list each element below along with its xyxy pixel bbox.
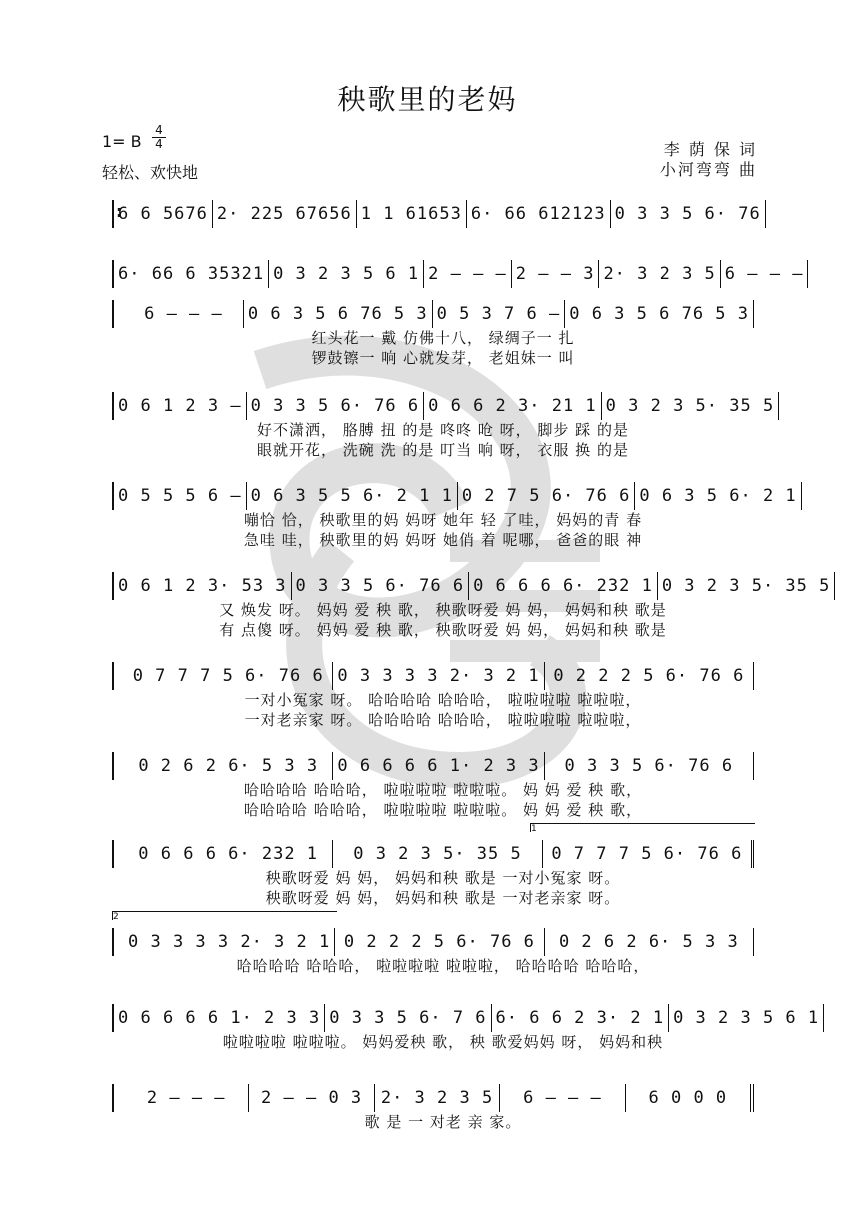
note-group: 0 2 2 2 5 6· 76 6: [343, 932, 535, 952]
lyric-text: 哈哈哈哈 哈哈哈， 啦啦啦啦 啦啦啦。 妈 妈 爱 秧 歌，: [243, 781, 643, 799]
score-system: [112, 392, 775, 459]
measure: [325, 1004, 491, 1032]
note-group: 0 6 6 6 6 1· 2 3 3: [337, 756, 540, 776]
note-group: 0 3 2 3 5 6 1: [273, 264, 420, 284]
volta-second-ending: 2: [112, 911, 337, 920]
lyric-line: [112, 710, 754, 730]
repeat-start-barline: [112, 200, 114, 228]
barline: [112, 1004, 114, 1032]
note-group: 0 3 2 3 5· 35 5: [661, 576, 831, 596]
lyric-text: 锣鼓镲一 响 心就发芽， 老姐妹一 叫: [311, 349, 575, 367]
note-group: 0 3 3 3 3 2· 3 2 1: [337, 666, 540, 686]
barline: [112, 752, 124, 780]
barline: [112, 572, 114, 600]
score-system: [112, 200, 761, 260]
measure: [545, 662, 754, 690]
measure: [492, 1004, 670, 1032]
score-system: [112, 662, 754, 729]
measure-row: [112, 392, 775, 420]
measure: [114, 572, 292, 600]
measure: [114, 482, 247, 510]
lyric-line: [112, 510, 754, 530]
note-group: 0 6 6 6 6 1· 2 3 3: [118, 1008, 321, 1028]
lyric-text: 一对小冤家 呀。 哈哈哈哈 哈哈哈， 啦啦啦啦 啦啦啦，: [244, 691, 642, 709]
note-group: 2 — — —: [428, 264, 507, 284]
score-system: [112, 928, 754, 988]
note-group: 0 3 2 3 5· 35 5: [605, 396, 775, 416]
note-group: 0 2 7 5 6· 76 6: [461, 486, 631, 506]
lyric-text: 啦啦啦啦 啦啦啦。 妈妈爱秧 歌， 秧 歌爱妈妈 呀， 妈妈和秧: [222, 1033, 664, 1051]
measure: [124, 1084, 249, 1112]
lyric-text: 哈哈哈哈 哈哈哈， 啦啦啦啦 啦啦啦。 妈 妈 爱 秧 歌，: [243, 801, 643, 819]
note-group: 2 — — 0 3: [261, 1088, 363, 1108]
measure: [611, 200, 766, 228]
note-group: 2· 225 67656: [216, 204, 352, 224]
score-system: [112, 752, 754, 819]
measure-row: [112, 928, 754, 956]
measure: [545, 928, 754, 956]
lyric-text: 又 焕发 呀。 妈妈 爱 秧 歌， 秧歌呀爱 妈 妈， 妈妈和秧 歌是: [219, 601, 667, 619]
score-system: [112, 1004, 820, 1064]
lyric-line: [112, 600, 754, 620]
measure-row: [112, 1084, 754, 1112]
measure: [458, 482, 636, 510]
measure: [247, 392, 425, 420]
measure-row: [112, 300, 754, 328]
measure: [658, 572, 836, 600]
note-group: 0 7 7 7 5 6· 76 6: [551, 844, 743, 864]
note-group: 0 6 3 5 6 76 5 3: [569, 304, 749, 324]
lyric-line: [112, 888, 754, 908]
note-group: 6· 6 6 2 3· 2 1: [495, 1008, 665, 1028]
note-group: 6 — — —: [523, 1088, 602, 1108]
measure: [124, 928, 335, 956]
measure: [124, 752, 333, 780]
note-group: 6 6 5676: [118, 204, 208, 224]
lyric-line: [112, 440, 754, 460]
note-group: 0 3 2 3 5· 35 5: [353, 844, 522, 864]
measure-row: [112, 752, 754, 780]
barline: [112, 662, 124, 690]
lyric-line: [112, 530, 754, 550]
note-group: 0 5 3 7 6 —: [436, 304, 561, 324]
measure: [249, 1084, 374, 1112]
measure: [333, 662, 544, 690]
note-group: 0 2 6 2 6· 5 3 3: [558, 932, 739, 952]
measure: [500, 1084, 625, 1112]
measure: [424, 392, 602, 420]
note-group: 0 6 1 2 3· 53 3: [118, 576, 287, 596]
measure: [599, 260, 720, 288]
note-group: 6 0 0 0: [648, 1088, 728, 1108]
measure: [244, 300, 433, 328]
lyric-text: 好不潇洒， 胳膊 扭 的是 咚咚 呛 呀， 脚步 踩 的是: [257, 421, 629, 439]
note-group: 6 — — —: [724, 264, 804, 284]
barline: [112, 300, 124, 328]
measure: [114, 200, 213, 228]
note-group: 0 2 6 2 6· 5 3 3: [138, 756, 319, 776]
note-group: 6· 66 6 35321: [118, 264, 265, 284]
measure-row: [112, 572, 831, 600]
lyric-text: 嘣恰 恰， 秧歌里的妈 妈呀 她年 轻 了哇， 妈妈的青 春: [243, 511, 643, 529]
measure-row: [112, 200, 761, 228]
measure: [545, 752, 754, 780]
measure: [433, 300, 566, 328]
measure: [114, 392, 247, 420]
lyric-line: [112, 800, 754, 820]
note-group: 0 6 3 5 6· 2 1: [639, 486, 797, 506]
score-system: [112, 1084, 754, 1144]
note-group: 0 3 3 5 6· 76: [614, 204, 761, 224]
meter-top: 4: [155, 123, 163, 137]
measure: [269, 260, 424, 288]
note-group: 0 6 6 6 6· 232 1: [138, 844, 319, 864]
lyric-text: 红头花一 戴 仿佛十八， 绿绸子一 扎: [311, 329, 575, 347]
lyricist-credit: 李 荫 保 词: [663, 140, 757, 159]
barline: [112, 482, 114, 510]
note-group: 0 3 2 3 5 6 1: [673, 1008, 820, 1028]
measure: [333, 752, 544, 780]
lyric-text: 秧歌呀爱 妈 妈， 妈妈和秧 歌是 一对小冤家 呀。: [265, 869, 621, 887]
volta-first-ending: 1: [530, 823, 755, 832]
measure-row: [112, 482, 797, 510]
lyric-text: 歌 是 一 对老 亲 家。: [364, 1113, 522, 1131]
score-system: [112, 482, 797, 549]
lyric-line: [112, 868, 754, 888]
barline: [112, 1084, 124, 1112]
measure: [669, 1004, 824, 1032]
note-group: 2 — — —: [146, 1088, 226, 1108]
key-signature: 1= B: [102, 132, 142, 151]
measure: [467, 200, 611, 228]
note-group: 0 5 5 5 6 —: [118, 486, 242, 506]
measure: [635, 482, 801, 510]
time-signature: [152, 124, 166, 151]
score-system: [112, 572, 831, 639]
measure: [124, 840, 333, 868]
tempo-marking: 轻松、欢快地: [102, 163, 199, 182]
note-group: 2 — — 3: [515, 264, 595, 284]
note-group: 0 3 3 5 6· 76 6: [564, 756, 734, 776]
measure: [565, 300, 754, 328]
meter-bottom: 4: [152, 137, 166, 151]
composer-credit: 小河弯弯 曲: [659, 160, 757, 179]
lyric-line: [112, 1032, 754, 1052]
lyric-text: 急哇 哇， 秧歌里的妈 妈呀 她俏 着 呢哪， 爸爸的眼 神: [243, 531, 643, 549]
lyric-line: [112, 420, 754, 440]
song-title: 秧歌里的老妈: [337, 83, 518, 116]
measure: [114, 260, 269, 288]
measure: [292, 572, 470, 600]
note-group: 2· 3 2 3 5: [380, 1088, 494, 1108]
note-group: 6 — — —: [144, 304, 223, 324]
note-group: 0 3 3 5 6· 7 6: [329, 1008, 487, 1028]
note-group: 0 6 3 5 6 76 5 3: [247, 304, 428, 324]
barline: [112, 260, 114, 288]
lyric-line: [112, 328, 754, 348]
lyric-line: [112, 348, 754, 368]
measure: [333, 840, 542, 868]
measure: [626, 1084, 754, 1112]
note-group: 0 6 6 6 6· 232 1: [473, 576, 653, 596]
lyric-text: 眼就开花， 洗碗 洗 的是 叮当 响 呀， 衣服 换 的是: [257, 441, 629, 459]
lyric-line: [112, 690, 754, 710]
barline: [112, 840, 124, 868]
measure: [124, 300, 244, 328]
score-system: [112, 840, 754, 907]
note-group: 0 2 2 2 5 6· 76 6: [553, 666, 745, 686]
lyric-line: [112, 1112, 754, 1132]
measure: [247, 482, 458, 510]
lyric-line: [112, 780, 754, 800]
note-group: 6· 66 612123: [470, 204, 606, 224]
measure: [512, 260, 600, 288]
measure: [335, 928, 544, 956]
measure: [375, 1084, 500, 1112]
lyric-text: 有 点傻 呀。 妈妈 爱 秧 歌， 秧歌呀爱 妈 妈， 妈妈和秧 歌是: [219, 621, 667, 639]
note-group: 0 6 3 5 5 6· 2 1 1: [250, 486, 453, 506]
measure-row: [112, 260, 804, 288]
measure-row: [112, 1004, 820, 1032]
credits: [660, 140, 757, 180]
measure: [721, 260, 809, 288]
score-system: [112, 300, 754, 367]
measure: [543, 840, 754, 868]
lyric-text: 秧歌呀爱 妈 妈， 妈妈和秧 歌是 一对老亲家 呀。: [265, 889, 621, 907]
note-group: 2· 3 2 3 5: [603, 264, 716, 284]
barline: [112, 928, 124, 956]
lyric-line: [112, 620, 754, 640]
measure: [124, 662, 333, 690]
note-group: 0 6 6 2 3· 21 1: [428, 396, 597, 416]
barline: [112, 392, 114, 420]
note-group: 0 3 3 3 3 2· 3 2 1: [128, 932, 331, 952]
measure: [357, 200, 467, 228]
note-group: 1 1 61653: [360, 204, 462, 224]
measure: [602, 392, 780, 420]
measure-row: [112, 662, 754, 690]
note-group: 0 6 1 2 3 —: [118, 396, 242, 416]
lyric-text: 哈哈哈哈 哈哈哈， 啦啦啦啦 啦啦啦， 哈哈哈哈 哈哈哈，: [236, 957, 650, 975]
lyric-line: [112, 956, 754, 976]
note-group: 0 7 7 7 5 6· 76 6: [132, 666, 324, 686]
lyric-text: 一对老亲家 呀。 哈哈哈哈 哈哈哈， 啦啦啦啦 啦啦啦，: [244, 711, 642, 729]
note-group: 0 3 3 5 6· 76 6: [295, 576, 465, 596]
measure: [469, 572, 658, 600]
measure: [213, 200, 357, 228]
measure: [114, 1004, 325, 1032]
measure-row: [112, 840, 754, 868]
note-group: 0 3 3 5 6· 76 6: [250, 396, 420, 416]
measure: [424, 260, 512, 288]
